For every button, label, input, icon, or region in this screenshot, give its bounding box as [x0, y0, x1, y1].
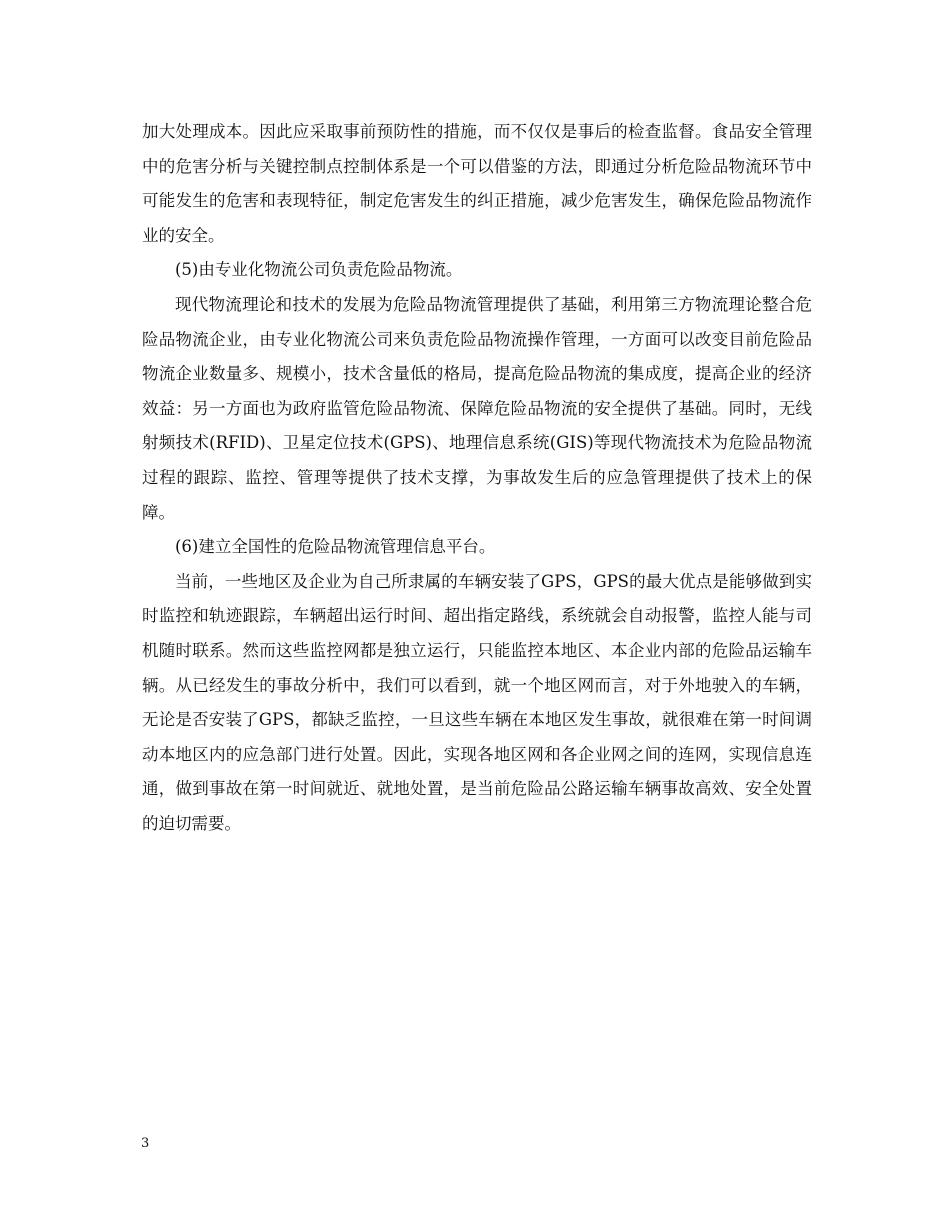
body-text — [142, 115, 812, 841]
paragraph-gps-monitoring: 当前，一些地区及企业为自己所隶属的车辆安装了GPS，GPS的最大优点是能够做到实时监控和轨迹跟踪，车辆超出运行时间、超出指定路线，系统就会自动报警，监控人能与司机随时联系。然而这些监控网都是独立运行，只能监控本地区、本企业内部的危险品运输车辆。从已经发生的事故分析中，我们可以看到，就一个地区网而言，对于外地驶入的车辆，无论是否安装了GPS，都缺乏监控，一旦这些车辆在本地区发生事故，就很难在第一时间调动本地区内的应急部门进行处置。因此，实现各地区网和各企业网之间的连网，实现信息连通，做到事故在第一时间就近、就地处置，是当前危险品公路运输车辆事故高效、安全处置的迫切需要。 — [142, 571, 812, 833]
paragraph-continuation: 加大处理成本。因此应采取事前预防性的措施，而不仅仅是事后的检查监督。食品安全管理中的危害分析与关键控制点控制体系是一个可以借鉴的方法，即通过分析危险品物流环节中可能发生的危害和表现特征，制定危害发生的纠正措施，减少危害发生，确保危险品物流作业的安全。 — [142, 122, 812, 245]
paragraph-heading-6: (6)建立全国性的危险品物流管理信息平台。 — [175, 537, 496, 557]
paragraph-heading-5: (5)由专业化物流公司负责危险品物流。 — [175, 260, 463, 280]
paragraph-modern-logistics: 现代物流理论和技术的发展为危险品物流管理提供了基础，利用第三方物流理论整合危险品物流企业，由专业化物流公司来负责危险品物流操作管理，一方面可以改变目前危险品物流企业数量多、规模小，技术含量低的格局，提高危险品物流的集成度，提高企业的经济效益：另一方面也为政府监管危险品物流、保障危险品物流的安全提供了基础。同时，无线射频技术(RFID)、卫星定位技术(GPS)、地理信息系统(GIS)等现代物流技术为危险品物流过程的跟踪、监控、管理等提供了技术支撑，为事故发生后的应急管理提供了技术上的保障。 — [142, 294, 812, 522]
page-number: 3 — [141, 1136, 150, 1151]
